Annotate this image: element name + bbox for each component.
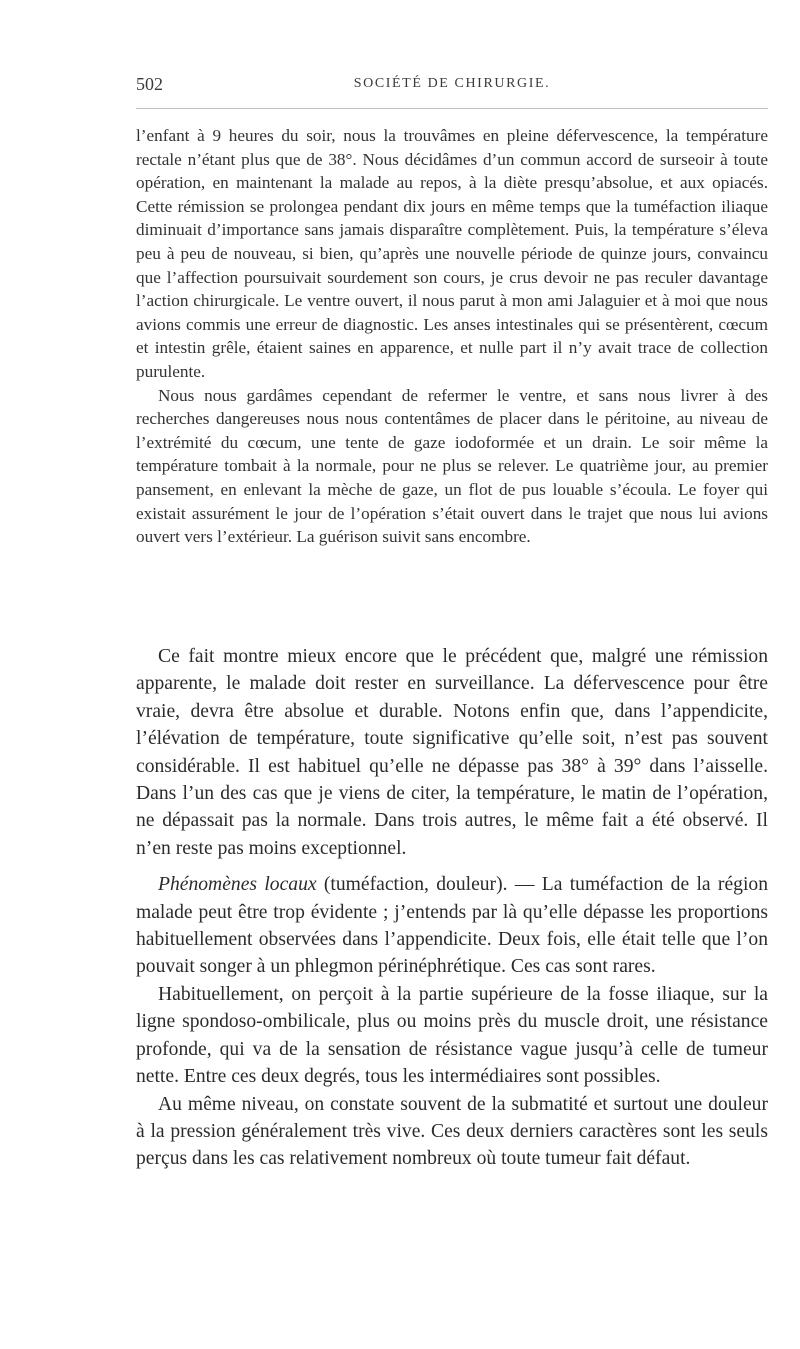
main-paragraph-4: Au même niveau, on constate souvent de la submatité et surtout une douleur à la pression généralement très vive. Ces deux derniers caractères sont les seuls perçus dans les cas relativement nombreux où toute tumeur fait défaut. xyxy=(136,1093,768,1170)
main-paragraph-3: Habituellement, on perçoit à la partie supérieure de la fosse iliaque, sur la ligne spondoso-ombilicale, plus ou moins près du muscle droit, une résistance profonde, qui va de la sensation de résistance vague jusqu’à celle de tumeur nette. Entre ces deux degrés, tous les intermédiaires sont possibles. xyxy=(136,983,768,1088)
case-paragraph-1: l’enfant à 9 heures du soir, nous la trouvâmes en pleine défervescence, la température rectale n’étant plus que de 38°. Nous décidâmes d’un commun accord de surseoir à toute opération, en maintenant la malade au repos, à la diète presqu’absolue, et aux opiacés. Cette rémission se prolongea pendant dix jours en même temps que la tuméfaction iliaque diminuait d’importance sans jamais disparaître complètement. Puis, la température s’éleva peu à peu de nouveau, si bien, qu’après une nouvelle période de quinze jours, convaincu que l’affection poursuivait sourdement son cours, je crus devoir ne pas reculer davantage l’action chirurgicale. Le ventre ouvert, il nous parut à mon ami Jalaguier et à moi que nous avions commis une erreur de diagnostic. Les anses intestinales qui se présentèrent, cœcum et intestin grêle, étaient saines en apparence, et nulle part il n’y avait trace de collection purulente. xyxy=(136,126,768,381)
header-rule xyxy=(136,108,768,109)
main-paragraph-1: Ce fait montre mieux encore que le précédent que, malgré une rémission apparente, le malade doit rester en surveillance. La défervescence pour être vraie, devra être absolue et durable. Notons enfin que, dans l’appendicite, l’élévation de température, toute significative qu’elle soit, n’est pas souvent considérable. Il est habituel qu’elle ne dépasse pas 38° à 39° dans l’aisselle. Dans l’un des cas que je viens de citer, la température, le matin de l’opération, ne dépassait pas la normale. Dans trois autres, le même fait a été observé. Il n’en reste pas moins exceptionnel. xyxy=(136,646,768,859)
main-text xyxy=(136,643,768,1173)
case-report-text xyxy=(136,124,768,549)
page-number: 502 xyxy=(136,74,163,94)
main-paragraph-2-text: (tuméfaction, douleur). — La tuméfaction de la région malade peut être trop évidente ; j’entends par là qu’elle dépasse les proportions habituellement observées dans l’appendicite. Deux fois, elle était telle que l’on pouvait songer à un phlegmon périnéphrétique. Ces cas sont rares. xyxy=(136,874,768,978)
main-paragraph-2 xyxy=(136,871,768,981)
running-head xyxy=(136,74,768,98)
section-heading-phenomenes-locaux: Phénomènes locaux xyxy=(158,874,317,896)
journal-title: SOCIÉTÉ DE CHIRURGIE. xyxy=(353,76,551,91)
case-paragraph-2: Nous nous gardâmes cependant de refermer le ventre, et sans nous livrer à des recherches dangereuses nous nous contentâmes de placer dans le péritoine, au niveau de l’extrémité du cœcum, une tente de gaze iodoformée et un drain. Le soir même la température tombait à la normale, pour ne plus se relever. Le quatrième jour, au premier pansement, en enlevant la mèche de gaze, un flot de pus louable s’écoula. Le foyer qui existait assurément le jour de l’opération s’était ouvert dans le trajet que nous lui avions ouvert vers l’extérieur. La guérison suivit sans encombre. xyxy=(136,385,768,547)
